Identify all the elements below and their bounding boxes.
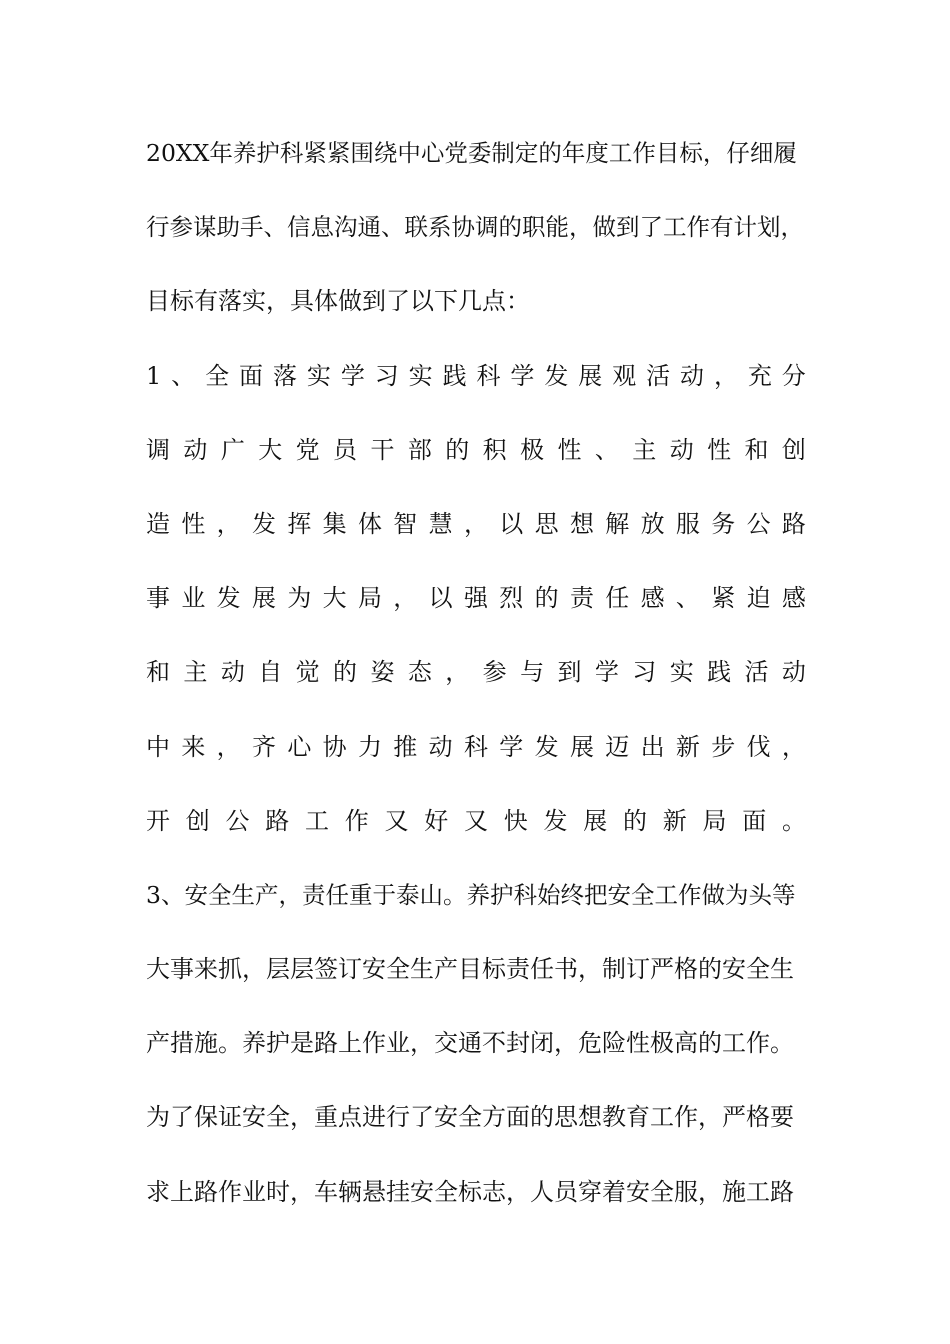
text-line: 中 来 ， 齐 心 协 力 推 动 科 学 发 展 迈 出 新 步 伐 ，	[146, 732, 806, 761]
text-line: 产措施。养护是路上作业，交通不封闭，危险性极高的工作。	[146, 1029, 794, 1058]
text-line: 3、安全生产，责任重于泰山。养护科始终把安全工作做为头等	[146, 880, 796, 909]
text-line: 和 主 动 自 觉 的 姿 态 ， 参 与 到 学 习 实 践 活 动	[146, 658, 806, 687]
text-line: 求上路作业时，车辆悬挂安全标志，人员穿着安全服，施工路	[146, 1177, 794, 1206]
text-line: 大事来抓，层层签订安全生产目标责任书，制订严格的安全生	[146, 955, 794, 984]
text-line: 目标有落实，具体做到了以下几点：	[146, 287, 530, 316]
text-line: 1 、 全 面 落 实 学 习 实 践 科 学 发 展 观 活 动 ， 充 分	[146, 361, 806, 390]
text-line: 开 创 公 路 工 作 又 好 又 快 发 展 的 新 局 面 。	[146, 806, 806, 835]
text-line: 造 性 ， 发 挥 集 体 智 慧 ， 以 思 想 解 放 服 务 公 路	[146, 509, 806, 538]
text-line: 为了保证安全，重点进行了安全方面的思想教育工作，严格要	[146, 1103, 794, 1132]
text-line: 调 动 广 大 党 员 干 部 的 积 极 性 、 主 动 性 和 创	[146, 435, 806, 464]
text-line: 20XX年养护科紧紧围绕中心党委制定的年度工作目标，仔细履	[146, 139, 797, 167]
text-line: 事 业 发 展 为 大 局 ， 以 强 烈 的 责 任 感 、 紧 迫 感	[146, 584, 806, 613]
document-body	[146, 132, 806, 1245]
text-line: 行参谋助手、信息沟通、联系协调的职能，做到了工作有计划，	[146, 213, 804, 242]
